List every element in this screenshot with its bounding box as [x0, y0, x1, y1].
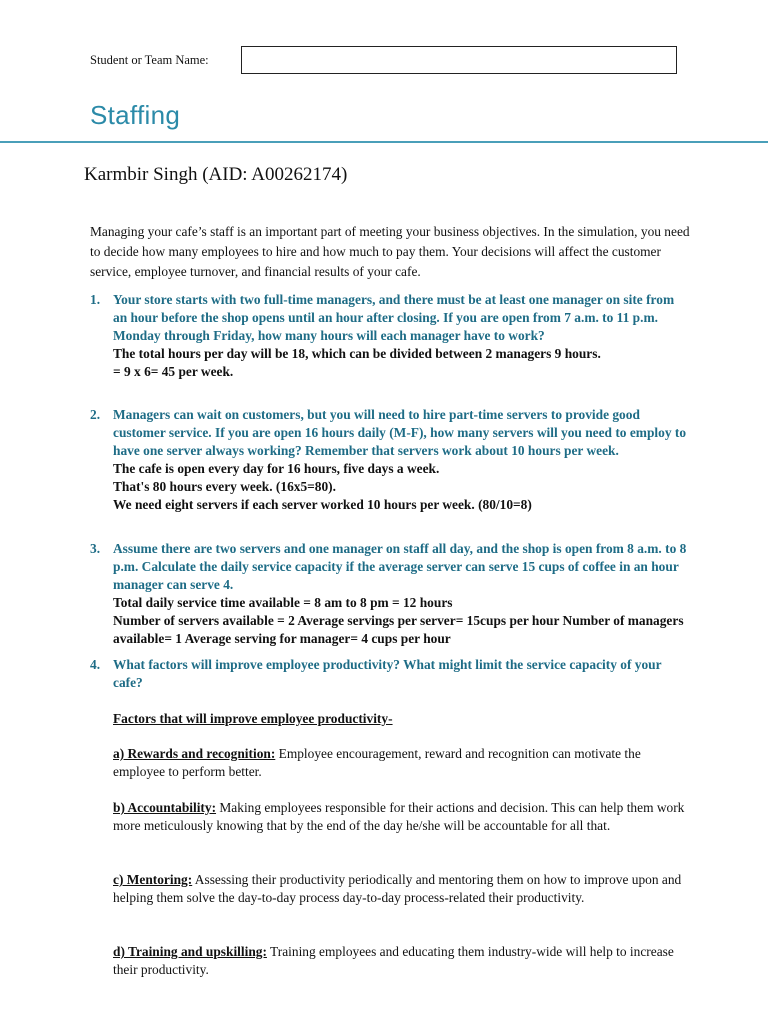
question-text: Managers can wait on customers, but you will need to hire part-time servers to provide good customer service. If you are open 16 hours daily (M-F), how many servers will you need to employ to have one server always working? Remember that servers work about 10 hours per week.	[113, 407, 687, 458]
factor-mentoring	[113, 871, 693, 907]
question-number: 4.	[90, 657, 101, 672]
name-field[interactable]	[241, 46, 677, 74]
question-text: What factors will improve employee productivity? What might limit the service capacity of your cafe?	[113, 657, 662, 690]
page-title: Staffing	[90, 100, 181, 130]
question-2	[90, 406, 690, 514]
factor-text: Assessing their productivity periodically and mentoring them on how to improve upon and helping them solve the day-to-day process day-to-day process-related their productivity.	[113, 872, 682, 905]
answer-line: = 9 x 6= 45 per week.	[113, 364, 234, 379]
answer-line: That's 80 hours every week. (16x5=80).	[113, 479, 336, 494]
intro-paragraph: Managing your cafe’s staff is an important part of meeting your business objectives. In the simulation, you need to decide how many employees to hire and how much to pay them. Your decisions will affect the customer service, employee turnover, and financial results of your cafe.	[90, 224, 690, 279]
factor-rewards	[113, 745, 693, 781]
question-number: 1.	[90, 292, 101, 307]
question-text: Assume there are two servers and one manager on staff all day, and the shop is open from 8 a.m. to 8 p.m. Calculate the daily service capacity if the average server can serve 15 cups of coffee in an hour manager can serve 4.	[113, 541, 687, 592]
answer-line: The total hours per day will be 18, which can be divided between 2 managers 9 hours.	[113, 346, 601, 361]
factor-accountability	[113, 799, 693, 835]
factor-text: Training employees and educating them industry-wide will help to increase their productivity.	[113, 944, 674, 977]
factor-title: a) Rewards and recognition:	[113, 746, 276, 761]
factor-title: c) Mentoring:	[113, 872, 193, 887]
factor-text: Employee encouragement, reward and recognition can motivate the employee to perform better.	[113, 746, 641, 779]
name-row	[90, 46, 680, 76]
question-3	[90, 540, 690, 648]
factor-text: Making employees responsible for their actions and decision. This can help them work more meticulously knowing that by the end of the day he/she will be accountable for all that.	[113, 800, 685, 833]
answer-line: We need eight servers if each server worked 10 hours per week. (80/10=8)	[113, 497, 532, 512]
question-text: Your store starts with two full-time managers, and there must be at least one manager on site from an hour before the shop opens until an hour after closing. If you are open from 7 a.m. to 11 p.m. Monday through Friday, how many hours will each manager have to work?	[113, 292, 675, 343]
question-1	[90, 291, 690, 381]
factors-heading: Factors that will improve employee productivity-	[113, 711, 393, 726]
answer-line: The cafe is open every day for 16 hours, five days a week.	[113, 461, 440, 476]
factor-training	[113, 943, 693, 979]
name-label: Student or Team Name:	[90, 53, 209, 67]
question-number: 3.	[90, 541, 101, 556]
question-4	[90, 656, 690, 692]
factor-title: d) Training and upskilling:	[113, 944, 267, 959]
factor-title: b) Accountability:	[113, 800, 217, 815]
answer-line: Number of servers available = 2 Average servings per server= 15cups per hour Number of managers available= 1 Average serving for manager= 4 cups per hour	[113, 613, 684, 646]
question-number: 2.	[90, 407, 101, 422]
title-divider	[0, 141, 768, 143]
author-line: Karmbir Singh (AID: A00262174)	[84, 164, 348, 185]
answer-line: Total daily service time available = 8 am to 8 pm = 12 hours	[113, 595, 453, 610]
